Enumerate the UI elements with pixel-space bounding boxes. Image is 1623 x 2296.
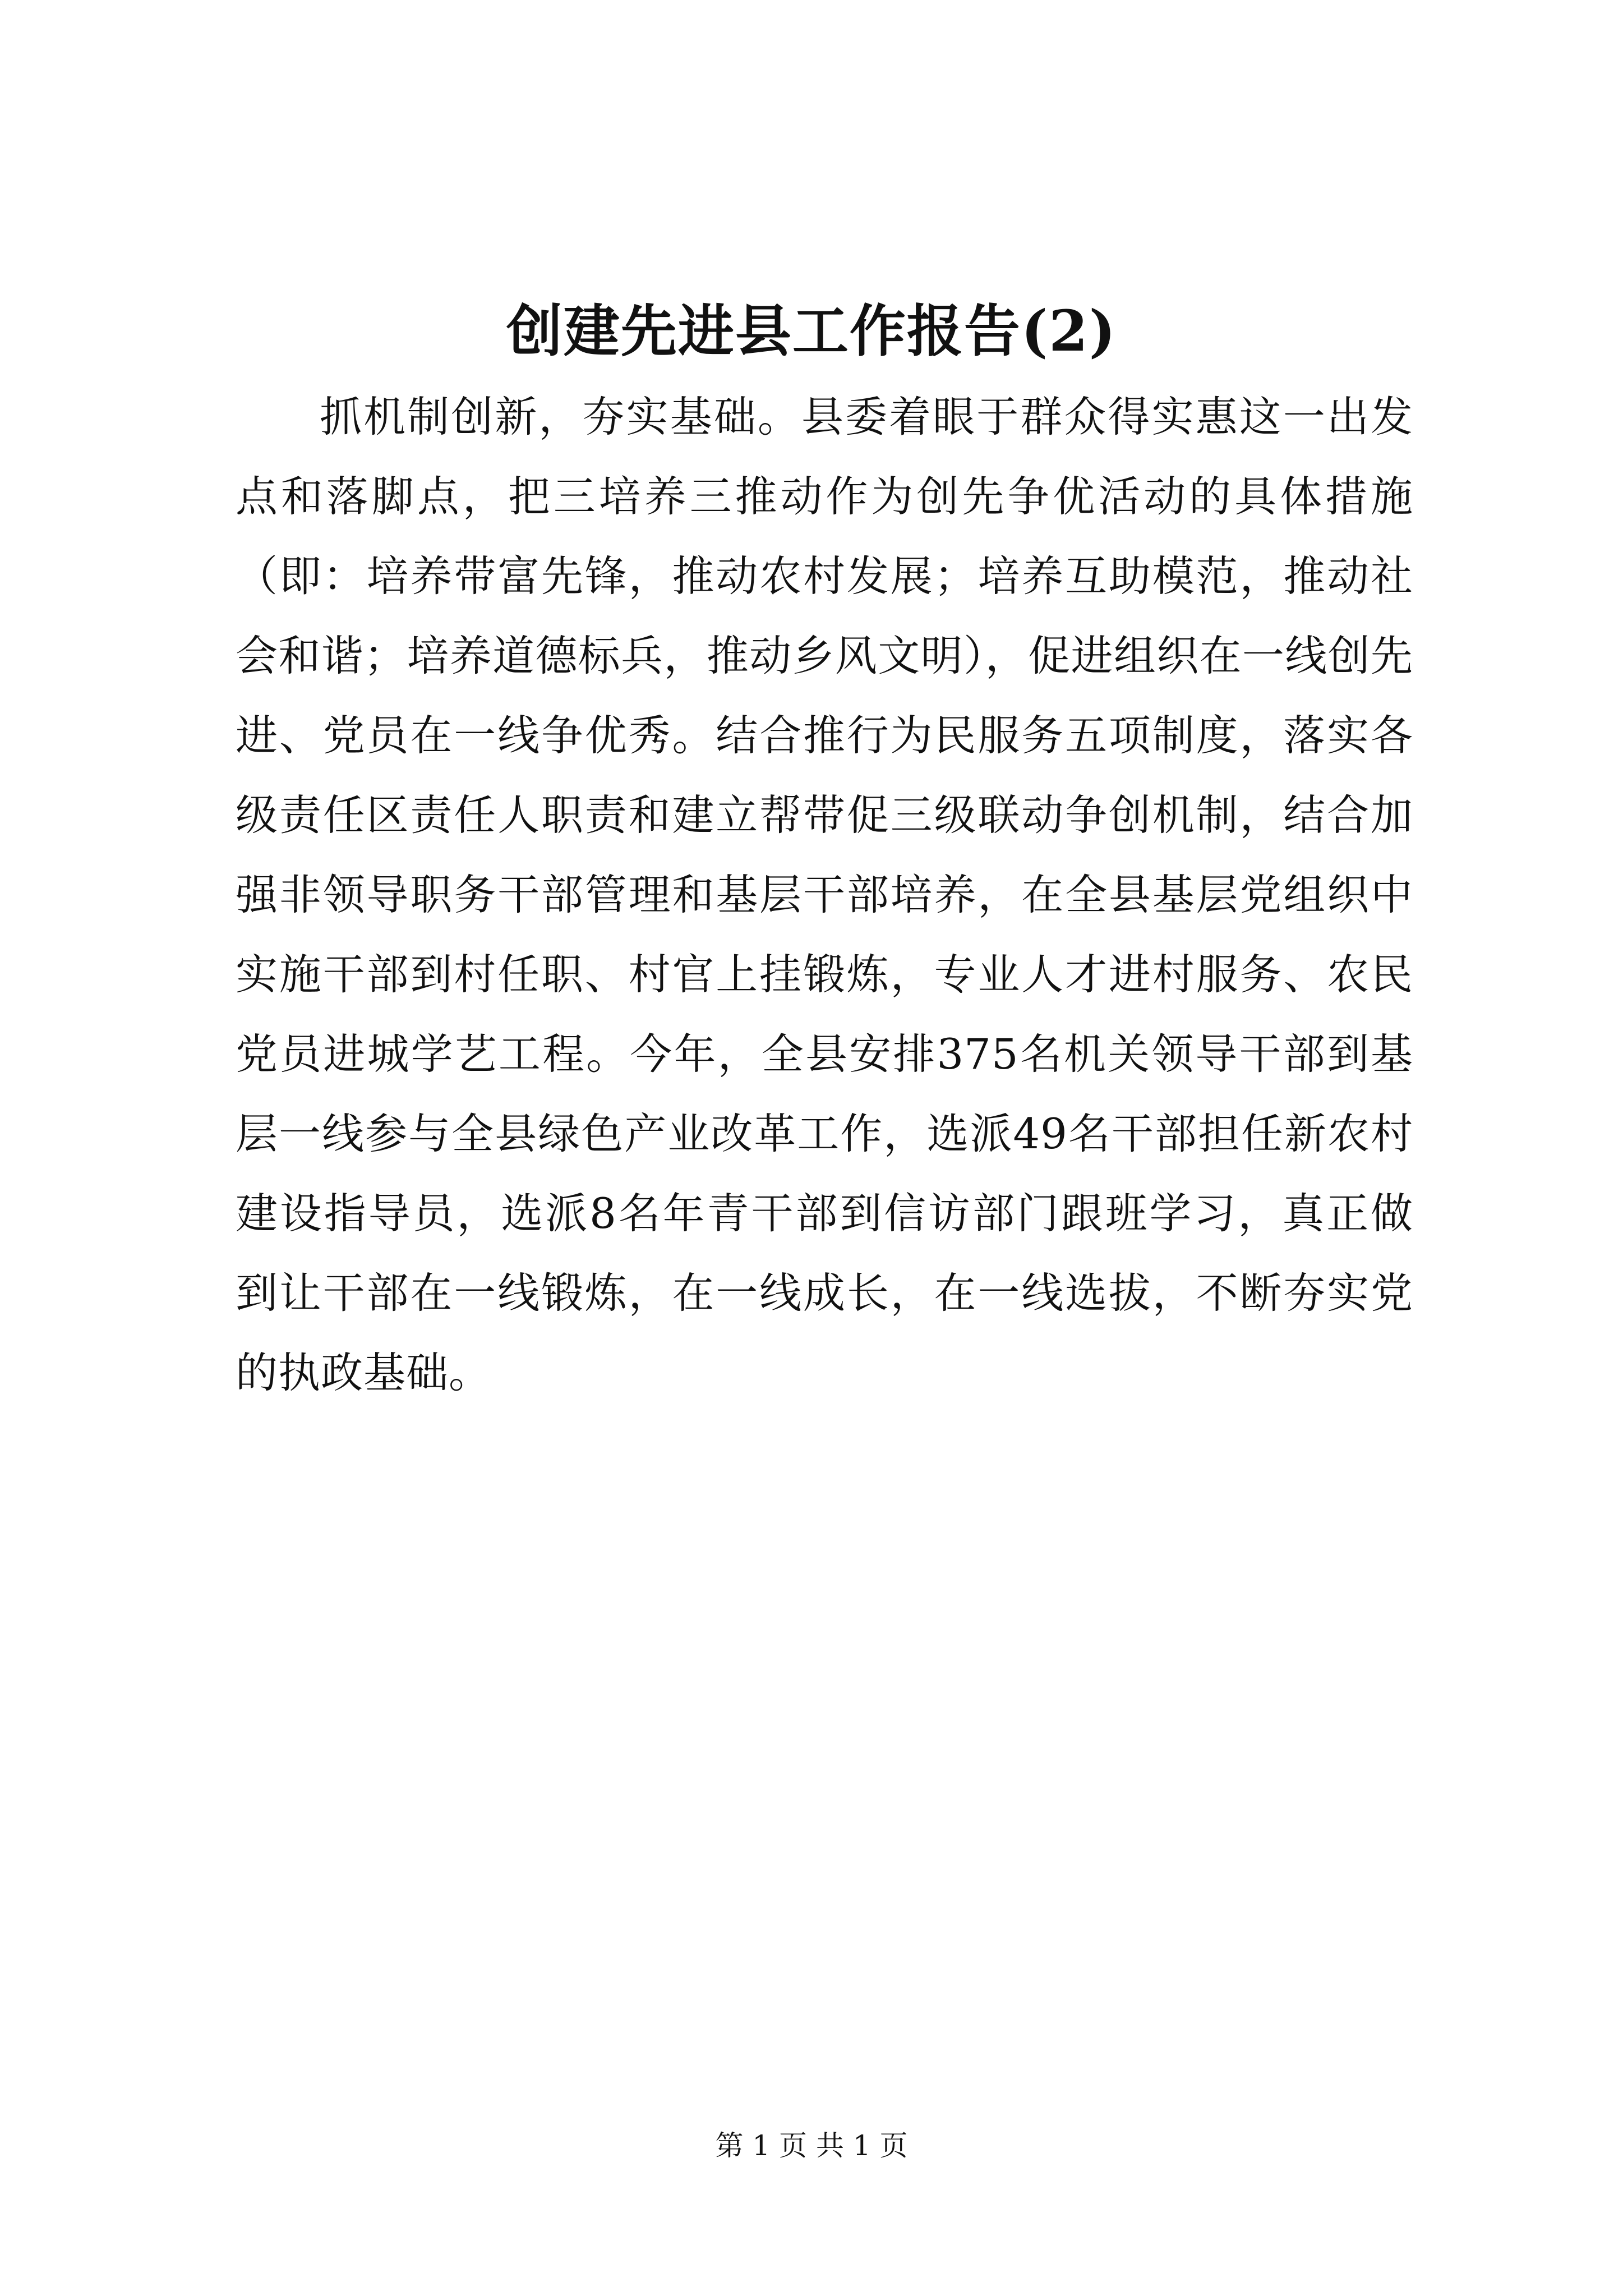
page-title: 创建先进县工作报告(2) bbox=[506, 298, 1117, 364]
body-paragraph: 抓机制创新，夯实基础。县委着眼于群众得实惠这一出发点和落脚点，把三培养三推动作为创先争优活动的具体措施（即：培养带富先锋，推动农村发展；培养互助模范，推动社会和谐；培养道德标兵，推动乡风文明），促进组织在一线创先进、党员在一线争优秀。结合推行为民服务五项制度，落实各级责任区责任人职责和建立帮带促三级联动争创机制，结合加强非领导职务干部管理和基层干部培养，在全县基层党组织中实施干部到村任职、村官上挂锻炼，专业人才进村服务、农民党员进城学艺工程。今年，全县安排375名机关领导干部到基层一线参与全县绿色产业改革工作，选派49名干部担任新农村建设指导员，选派8名年青干部到信访部门跟班学习，真正做到让干部在一线锻炼，在一线成长，在一线选拔，不断夯实党的执政基础。 bbox=[236, 392, 1413, 1397]
page-footer: 第 1 页 共 1 页 bbox=[715, 2129, 908, 2162]
